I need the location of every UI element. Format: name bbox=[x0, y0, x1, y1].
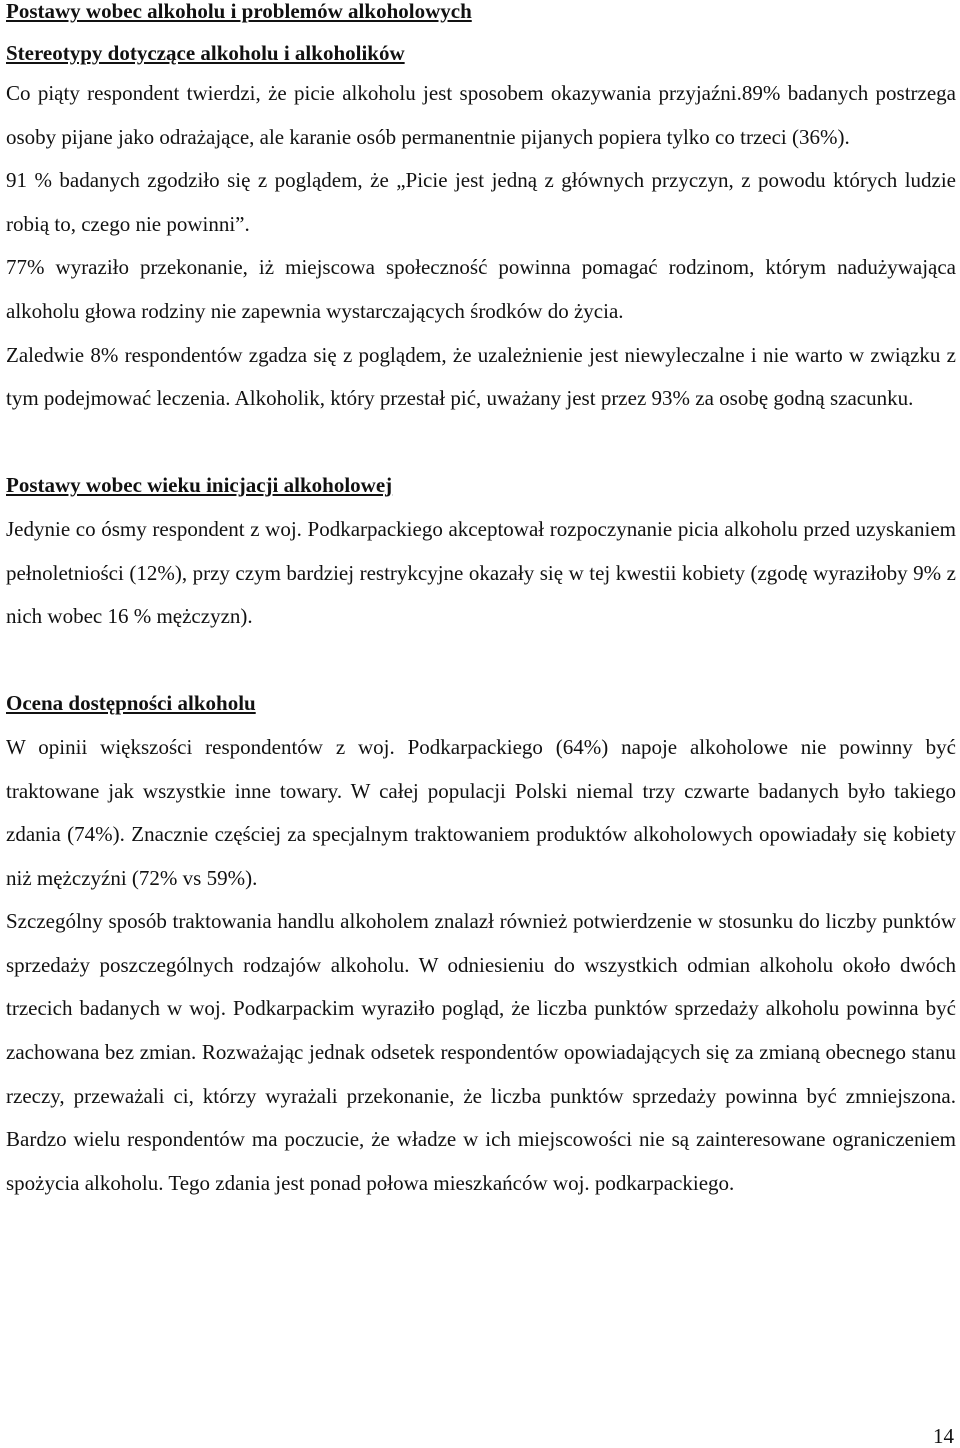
paragraph: 91 % badanych zgodziło się z poglądem, że „Picie jest jedną z głównych przyczyn, z powodu których ludzie robią to, czego nie powinni”. bbox=[6, 168, 956, 236]
section-spacer bbox=[6, 639, 956, 683]
sub-heading: Stereotypy dotyczące alkoholu i alkoholików bbox=[6, 41, 405, 65]
paragraph: Szczególny sposób traktowania handlu alkoholem znalazł również potwierdzenie w stosunku do liczby punktów sprzedaży poszczególnych rodzajów alkoholu. W odniesieniu do wszystkich odmian alkoholu około dwóch trzecich badanych w woj. Podkarpackim wyraziło pogląd, że liczba punktów sprzedaży alkoholu powinna być zachowana bez zmian. Rozważając jednak odsetek respondentów opowiadających się za zmianą obecnego stanu rzeczy, przeważali ci, którzy wyrażali przekonanie, że liczba punktów sprzedaży powinna być zmniejszona. Bardzo wielu respondentów ma poczucie, że władze w ich miejscowości nie są zainteresowane ograniczeniem spożycia alkoholu. Tego zdania jest ponad połowa mieszkańców woj. podkarpackiego. bbox=[6, 909, 956, 1195]
paragraph: W opinii większości respondentów z woj. Podkarpackiego (64%) napoje alkoholowe nie powinny być traktowane jak wszystkie inne towary. W całej populacji Polski niemal trzy czwarte badanych było takiego zdania (74%). Znacznie częściej za specjalnym traktowaniem produktów alkoholowych opowiadały się kobiety niż mężczyźni (72% vs 59%). bbox=[6, 734, 956, 890]
page-number: 14 bbox=[933, 1424, 954, 1448]
paragraph: Zaledwie 8% respondentów zgadza się z poglądem, że uzależnienie jest niewyleczalne i nie warto w związku z tym podejmować leczenia. Alkoholik, który przestał pić, uważany jest przez 93% za osobę godną szacunku. bbox=[6, 342, 956, 411]
paragraph: Jedynie co ósmy respondent z woj. Podkarpackiego akceptował rozpoczynanie picia alkoholu przed uzyskaniem pełnoletniości (12%), przy czym bardziej restrykcyjne okazały się w tej kwestii kobiety (zgodę wyraziłoby 9% z nich wobec 16 % mężczyzn). bbox=[6, 516, 956, 629]
section-heading-initiation-age: Postawy wobec wieku inicjacji alkoholowej bbox=[6, 473, 393, 498]
section-spacer bbox=[6, 421, 956, 465]
paragraph: 77% wyraziło przekonanie, iż miejscowa społeczność powinna pomagać rodzinom, którym nadużywająca alkoholu głowa rodziny nie zapewnia wystarczających środków do życia. bbox=[6, 255, 956, 323]
document-page bbox=[6, 0, 956, 1205]
section-heading-availability: Ocena dostępności alkoholu bbox=[6, 691, 256, 716]
main-heading: Postawy wobec alkoholu i problemów alkoholowych bbox=[6, 0, 472, 23]
paragraph: Co piąty respondent twierdzi, że picie alkoholu jest sposobem okazywania przyjaźni.89% badanych postrzega osoby pijane jako odrażające, ale karanie osób permanentnie pijanych popiera tylko co trzeci (36%). bbox=[6, 81, 956, 149]
